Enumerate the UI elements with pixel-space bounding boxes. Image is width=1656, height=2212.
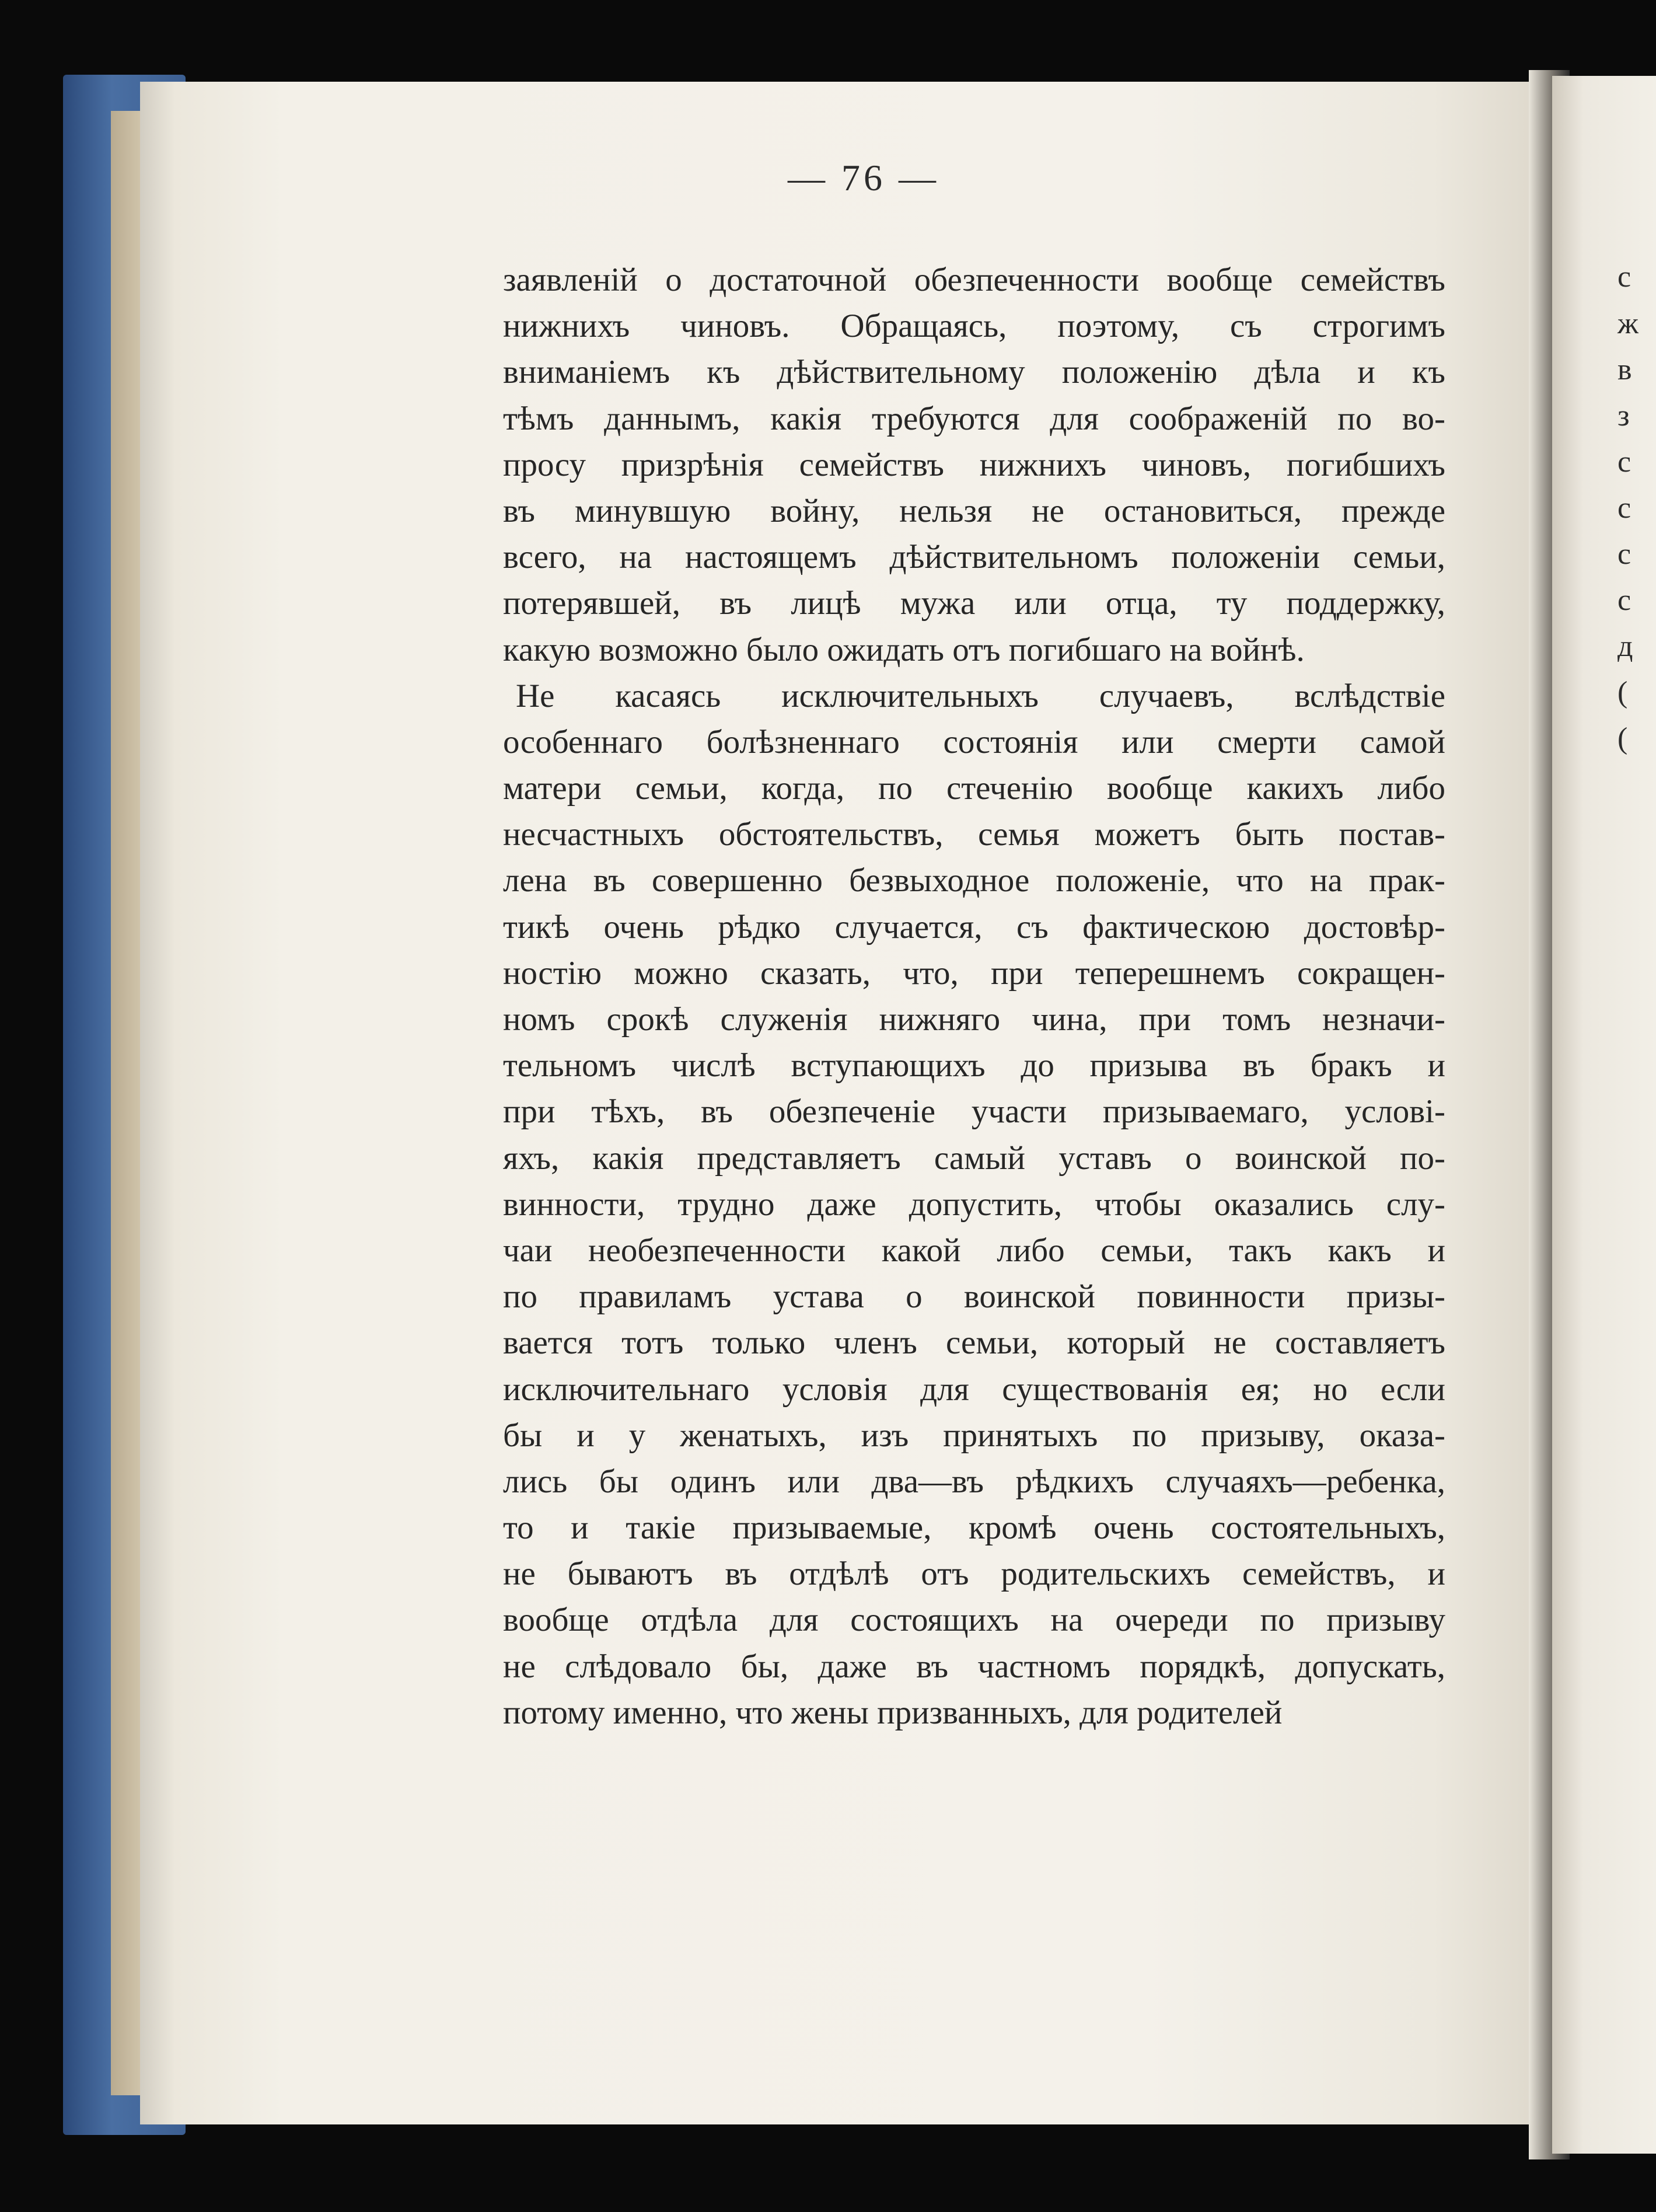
facing-page-fragment: с bbox=[1617, 584, 1631, 617]
facing-page-fragment: з bbox=[1617, 399, 1630, 432]
facing-page-fragment: ж bbox=[1617, 307, 1638, 340]
facing-page-fragment: в bbox=[1617, 353, 1632, 386]
text-line: ностію можно сказать, что, при теперешнемъ сокращен- bbox=[503, 954, 1445, 992]
facing-page-fragment: с bbox=[1617, 538, 1631, 571]
text-line: несчастныхъ обстоятельствъ, семья можетъ быть постав- bbox=[503, 816, 1445, 853]
text-line: особеннаго болѣзненнаго состоянія или смерти самой bbox=[503, 723, 1445, 760]
text-line: не слѣдовало бы, даже въ частномъ порядкѣ, допускать, bbox=[503, 1648, 1445, 1685]
facing-page-fragment: д bbox=[1617, 630, 1633, 663]
text-line: исключительнаго условія для существованія ея; но если bbox=[503, 1370, 1445, 1408]
text-line: номъ срокѣ служенія нижняго чина, при томъ незначи- bbox=[503, 1001, 1445, 1038]
text-line: вниманіемъ къ дѣйствительному положенію дѣла и къ bbox=[503, 354, 1445, 391]
page-text bbox=[503, 257, 1445, 1736]
page-shadow bbox=[140, 82, 175, 2124]
text-line: вается тотъ только членъ семьи, который не составляетъ bbox=[503, 1324, 1445, 1362]
text-line: винности, трудно даже допустить, чтобы оказались слу- bbox=[503, 1185, 1445, 1223]
text-line: то и такіе призываемые, кромѣ очень состоятельныхъ, bbox=[503, 1509, 1445, 1547]
text-line: нижнихъ чиновъ. Обращаясь, поэтому, съ строгимъ bbox=[503, 308, 1445, 345]
text-line: тельномъ числѣ вступающихъ до призыва въ бракъ и bbox=[503, 1047, 1445, 1084]
text-line: въ минувшую войну, нельзя не остановиться, прежде bbox=[503, 492, 1445, 529]
text-line: лись бы одинъ или два—въ рѣдкихъ случаяхъ—ребенка, bbox=[503, 1463, 1445, 1500]
facing-page-fragment: с bbox=[1617, 491, 1631, 525]
text-line: тикѣ очень рѣдко случается, съ фактическою достовѣр- bbox=[503, 908, 1445, 945]
facing-page-fragment: с bbox=[1617, 445, 1631, 479]
text-line: лена въ совершенно безвыходное положеніе, что на прак- bbox=[503, 862, 1445, 899]
page-number: — 76 — bbox=[788, 157, 939, 198]
text-line: бы и у женатыхъ, изъ принятыхъ по призыву, оказа- bbox=[503, 1416, 1445, 1454]
text-line: не бываютъ въ отдѣлѣ отъ родительскихъ семействъ, и bbox=[503, 1555, 1445, 1593]
text-line: вообще отдѣла для состоящихъ на очереди по призыву bbox=[503, 1602, 1445, 1639]
text-line: тѣмъ даннымъ, какія требуются для соображеній по во- bbox=[503, 400, 1445, 437]
text-line: чаи необезпеченности какой либо семьи, такъ какъ и bbox=[503, 1231, 1445, 1269]
text-line: какую возможно было ожидать отъ погибшаго на войнѣ. bbox=[503, 631, 1305, 668]
text-line: заявленій о достаточной обезпеченности вообще семействъ bbox=[503, 261, 1445, 298]
text-line: по правиламъ устава о воинской повинности призы- bbox=[503, 1278, 1445, 1316]
text-line-paragraph-start: Не касаясь исключительныхъ случаевъ, вслѣдствіе bbox=[516, 677, 1445, 714]
facing-page-fragment: ( bbox=[1617, 676, 1628, 709]
text-line: всего, на настоящемъ дѣйствительномъ положеніи семьи, bbox=[503, 539, 1445, 576]
facing-page-fragment: ( bbox=[1617, 722, 1628, 755]
text-line: при тѣхъ, въ обезпеченіе участи призываемаго, услові- bbox=[503, 1093, 1445, 1131]
facing-page-edge bbox=[1552, 76, 1656, 2154]
facing-page-fragment: с bbox=[1617, 260, 1631, 294]
text-line: потому именно, что жены призванныхъ, для родителей bbox=[503, 1694, 1283, 1731]
text-line: матери семьи, когда, по стеченію вообще какихъ либо bbox=[503, 770, 1445, 807]
text-line: просу призрѣнія семействъ нижнихъ чиновъ, погибшихъ bbox=[503, 446, 1445, 483]
text-line: потерявшей, въ лицѣ мужа или отца, ту поддержку, bbox=[503, 585, 1445, 622]
text-line: яхъ, какія представляетъ самый уставъ о воинской по- bbox=[503, 1139, 1445, 1177]
